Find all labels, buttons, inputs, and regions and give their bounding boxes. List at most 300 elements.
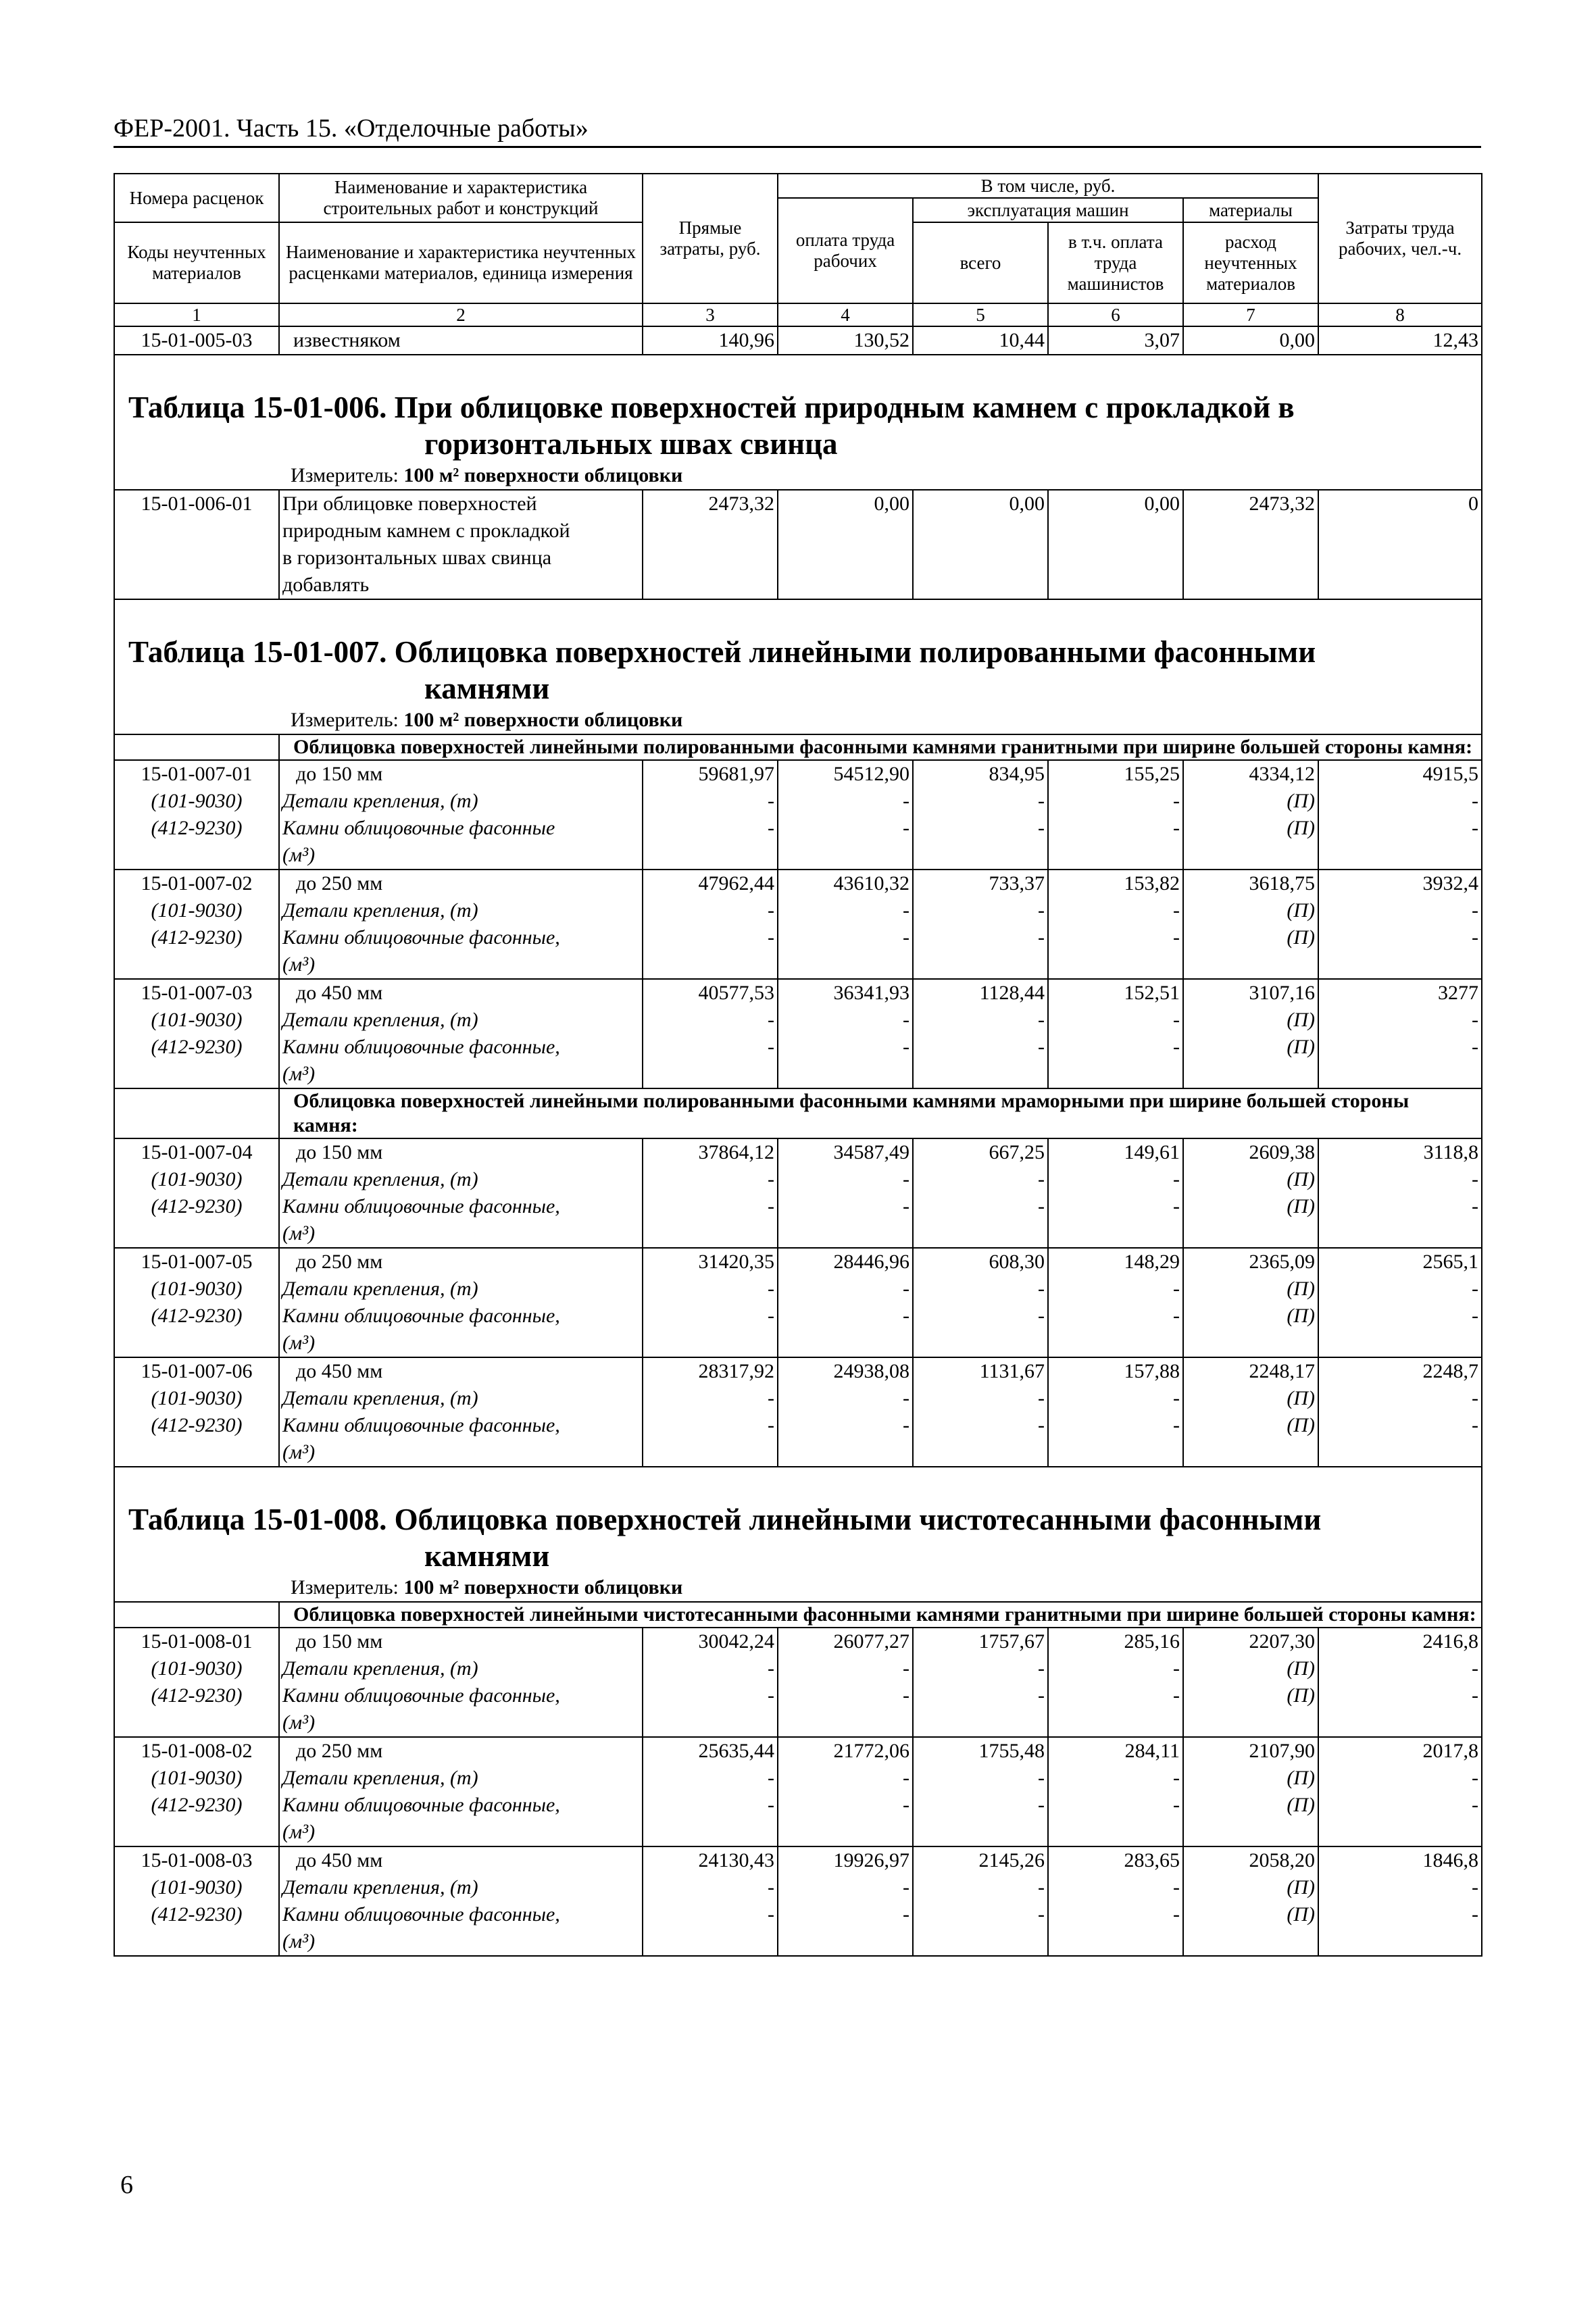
material-marker: (П) (1287, 1794, 1316, 1816)
material-marker: (П) (1287, 1767, 1316, 1789)
value-cell (1318, 1357, 1482, 1467)
value: 1755,48 (978, 1740, 1045, 1762)
material-marker: (П) (1287, 817, 1316, 839)
material-name: Детали крепления, (т) (282, 1767, 478, 1789)
material-unit: (м³) (282, 1441, 316, 1463)
col-mach-total: всего (913, 222, 1048, 303)
value: 2058,20 (1249, 1849, 1316, 1871)
value-cell: 140,96 (643, 326, 778, 355)
value: 47962,44 (698, 872, 774, 895)
value-cell: 2473,32 (1183, 490, 1318, 599)
dash: - (1173, 1009, 1180, 1031)
dash: - (1038, 1794, 1045, 1816)
dash: - (768, 790, 774, 812)
material-name: Детали крепления, (т) (282, 899, 478, 922)
value-cell (643, 979, 778, 1088)
material-code: (101-9030) (151, 1009, 243, 1031)
value-cell (643, 1248, 778, 1357)
dash: - (903, 1168, 909, 1190)
dash: - (1038, 1168, 1045, 1190)
rate-code: 15-01-005-03 (114, 326, 279, 355)
dash: - (1472, 817, 1479, 839)
rate-name-cell (279, 1628, 643, 1737)
material-marker: (П) (1287, 1278, 1316, 1300)
value-cell (778, 760, 913, 870)
material-code: (412-9230) (151, 1305, 243, 1327)
value-cell (643, 1357, 778, 1467)
dash: - (768, 1414, 774, 1436)
table-row (114, 1737, 1482, 1846)
subsection-heading: Облицовка поверхностей линейными чистотесанными фасонными камнями гранитными при ширине большей стороны камня: (279, 1602, 1482, 1628)
col-direct: Прямые затраты, руб. (643, 174, 778, 303)
dash: - (903, 1036, 909, 1058)
value: 285,16 (1124, 1630, 1180, 1653)
dash: - (1472, 899, 1479, 922)
table-row (114, 1357, 1482, 1467)
value: 2207,30 (1249, 1630, 1316, 1653)
value: 1128,44 (979, 982, 1045, 1004)
material-name: Детали крепления, (т) (282, 1657, 478, 1680)
rate-name: до 250 мм (296, 1740, 383, 1762)
value: 2248,17 (1249, 1360, 1316, 1382)
dash: - (1472, 1168, 1479, 1190)
col-machines: эксплуатация машин (913, 198, 1183, 222)
dash: - (768, 1036, 774, 1058)
dash: - (1472, 1684, 1479, 1707)
value: 667,25 (989, 1141, 1045, 1163)
col-mat-usage: расход неучтенных материалов (1183, 222, 1318, 303)
rate-name-cell (279, 1737, 643, 1846)
material-name: Детали крепления, (т) (282, 1278, 478, 1300)
material-code: (101-9030) (151, 1767, 243, 1789)
table-row (114, 326, 1482, 355)
value: 54512,90 (833, 763, 909, 785)
dash: - (1173, 1305, 1180, 1327)
value: 3932,4 (1422, 872, 1479, 895)
material-marker: (П) (1287, 790, 1316, 812)
value-cell (913, 979, 1048, 1088)
rate-name: до 450 мм (296, 982, 383, 1004)
material-code: (412-9230) (151, 1794, 243, 1816)
value: 3118,8 (1423, 1141, 1479, 1163)
value: 2107,90 (1249, 1740, 1316, 1762)
dash: - (1472, 1767, 1479, 1789)
material-marker: (П) (1287, 1657, 1316, 1680)
dash: - (768, 1684, 774, 1707)
value-cell (913, 1248, 1048, 1357)
value: 733,37 (989, 872, 1045, 895)
material-marker: (П) (1287, 1876, 1316, 1898)
table-row (114, 760, 1482, 870)
value: 30042,24 (698, 1630, 774, 1653)
rate-code-cell (114, 760, 279, 870)
rate-name-cell (279, 1357, 643, 1467)
material-marker: (П) (1287, 1387, 1316, 1409)
value: 36341,93 (833, 982, 909, 1004)
col-num: 8 (1318, 303, 1482, 326)
dash: - (1173, 1657, 1180, 1680)
value: 148,29 (1124, 1251, 1180, 1273)
material-code: (412-9230) (151, 1414, 243, 1436)
dash: - (1173, 790, 1180, 812)
value-cell (1048, 760, 1183, 870)
value-cell: 2473,32 (643, 490, 778, 599)
rate-name-cell (279, 870, 643, 979)
value-cell (1183, 870, 1318, 979)
dash: - (768, 1168, 774, 1190)
table-row (114, 490, 1482, 599)
dash: - (1173, 1168, 1180, 1190)
col-num: 7 (1183, 303, 1318, 326)
material-code: (412-9230) (151, 1195, 243, 1217)
dash: - (1173, 1876, 1180, 1898)
dash: - (1038, 1278, 1045, 1300)
material-marker: (П) (1287, 1009, 1316, 1031)
value-cell (643, 1737, 778, 1846)
material-code: (101-9030) (151, 1876, 243, 1898)
material-name: Камни облицовочные фасонные, (282, 1036, 560, 1058)
dash: - (1038, 1903, 1045, 1926)
material-marker: (П) (1287, 1195, 1316, 1217)
rate-name: до 250 мм (296, 872, 383, 895)
dash: - (1038, 817, 1045, 839)
dash: - (903, 899, 909, 922)
dash: - (768, 1876, 774, 1898)
dash: - (1038, 1414, 1045, 1436)
value-cell: 10,44 (913, 326, 1048, 355)
dash: - (1038, 899, 1045, 922)
material-name: Камни облицовочные фасонные, (282, 1305, 560, 1327)
dash: - (768, 1903, 774, 1926)
value: 21772,06 (833, 1740, 909, 1762)
col-code-bottom: Коды неучтенных материалов (114, 222, 279, 303)
value-cell (1048, 1737, 1183, 1846)
dash: - (903, 1195, 909, 1217)
measure-line: Измеритель: 100 м² поверхности облицовки (114, 707, 1482, 734)
dash: - (768, 1009, 774, 1031)
dash: - (903, 817, 909, 839)
value-cell (1183, 1628, 1318, 1737)
dash: - (903, 1794, 909, 1816)
dash: - (1173, 1278, 1180, 1300)
value-cell: 3,07 (1048, 326, 1183, 355)
value: 24938,08 (833, 1360, 909, 1382)
dash: - (768, 1794, 774, 1816)
material-unit: (м³) (282, 844, 316, 866)
col-mach-incl: в т.ч. оплата труда машинистов (1048, 222, 1183, 303)
material-code: (101-9030) (151, 1168, 243, 1190)
dash: - (768, 899, 774, 922)
value-cell (913, 1357, 1048, 1467)
value: 2565,1 (1422, 1251, 1479, 1273)
material-unit: (м³) (282, 1332, 316, 1354)
value: 40577,53 (698, 982, 774, 1004)
col-name-bottom: Наименование и характеристика неучтенных расценками материалов, единица измерения (279, 222, 643, 303)
dash: - (1038, 1657, 1045, 1680)
value-cell: 130,52 (778, 326, 913, 355)
value-cell (1318, 1846, 1482, 1956)
rates-table (114, 173, 1482, 1957)
value-cell (913, 1138, 1048, 1248)
value-cell (1183, 1846, 1318, 1956)
header-rule (114, 146, 1481, 148)
table-row (114, 979, 1482, 1088)
value: 3107,16 (1249, 982, 1316, 1004)
rate-code-cell (114, 979, 279, 1088)
rate-code-cell (114, 1248, 279, 1357)
rate-code: 15-01-007-06 (141, 1360, 253, 1382)
value: 834,95 (989, 763, 1045, 785)
value: 26077,27 (833, 1630, 909, 1653)
value-cell (1183, 760, 1318, 870)
material-code: (101-9030) (151, 1657, 243, 1680)
dash: - (1173, 1387, 1180, 1409)
rate-name-cell (279, 1248, 643, 1357)
dash: - (1038, 1036, 1045, 1058)
dash: - (1173, 1195, 1180, 1217)
value-cell (1318, 1737, 1482, 1846)
dash: - (903, 1657, 909, 1680)
value: 37864,12 (698, 1141, 774, 1163)
material-unit: (м³) (282, 1063, 316, 1085)
rate-code-cell (114, 1138, 279, 1248)
value: 3618,75 (1249, 872, 1316, 895)
value: 1757,67 (978, 1630, 1045, 1653)
dash: - (1173, 1414, 1180, 1436)
dash: - (1472, 1036, 1479, 1058)
rate-name: известняком (279, 326, 643, 355)
rate-code: 15-01-007-02 (141, 872, 253, 895)
value-cell (1183, 1357, 1318, 1467)
value: 283,65 (1124, 1849, 1180, 1871)
value: 2145,26 (978, 1849, 1045, 1871)
rate-name-cell (279, 979, 643, 1088)
value: 24130,43 (698, 1849, 774, 1871)
rate-code: 15-01-007-04 (141, 1141, 253, 1163)
dash: - (903, 1903, 909, 1926)
dash: - (1472, 1387, 1479, 1409)
material-name: Камни облицовочные фасонные, (282, 1684, 560, 1707)
dash: - (1472, 790, 1479, 812)
dash: - (1038, 1009, 1045, 1031)
value: 149,61 (1124, 1141, 1180, 1163)
rate-code: 15-01-008-01 (141, 1630, 253, 1653)
value-cell (1183, 1737, 1318, 1846)
value: 31420,35 (698, 1251, 774, 1273)
material-marker: (П) (1287, 1684, 1316, 1707)
col-code-top: Номера расценок (114, 174, 279, 222)
material-code: (412-9230) (151, 1036, 243, 1058)
value-cell (1318, 760, 1482, 870)
value-cell: 12,43 (1318, 326, 1482, 355)
dash: - (903, 1009, 909, 1031)
table-row (114, 1846, 1482, 1956)
value-cell (778, 1248, 913, 1357)
value-cell (1048, 1628, 1183, 1737)
dash: - (1173, 817, 1180, 839)
dash: - (903, 1876, 909, 1898)
measure-line: Измеритель: 100 м² поверхности облицовки (114, 462, 1482, 490)
value-cell: 0,00 (913, 490, 1048, 599)
material-name: Камни облицовочные фасонные, (282, 926, 560, 949)
rate-name: до 150 мм (296, 1630, 383, 1653)
value-cell (1318, 979, 1482, 1088)
material-name: Детали крепления, (т) (282, 790, 478, 812)
value: 608,30 (989, 1251, 1045, 1273)
rate-code: 15-01-007-01 (141, 763, 253, 785)
col-materials: материалы (1183, 198, 1318, 222)
dash: - (1038, 926, 1045, 949)
subsection-heading: Облицовка поверхностей линейными полированными фасонными камнями мраморными при ширине большей стороны камня: (279, 1088, 1482, 1138)
value: 1131,67 (979, 1360, 1045, 1382)
material-name: Камни облицовочные фасонные, (282, 1195, 560, 1217)
dash: - (1472, 1305, 1479, 1327)
value-cell (778, 1138, 913, 1248)
rate-name: При облицовке поверхностей природным камнем с прокладкой в горизонтальных швах свинца добавлять (279, 490, 643, 599)
dash: - (768, 1278, 774, 1300)
material-name: Детали крепления, (т) (282, 1009, 478, 1031)
dash: - (1038, 1876, 1045, 1898)
value: 2248,7 (1422, 1360, 1479, 1382)
table-row (114, 1248, 1482, 1357)
dash: - (903, 1305, 909, 1327)
value-cell (643, 1846, 778, 1956)
dash: - (903, 1684, 909, 1707)
rate-name: до 150 мм (296, 763, 383, 785)
table-title: Таблица 15-01-006. При облицовке поверхностей природным камнем с прокладкой в горизонтальных швах свинца (114, 355, 1482, 462)
value-cell (778, 1357, 913, 1467)
value-cell: 0,00 (778, 490, 913, 599)
material-marker: (П) (1287, 899, 1316, 922)
material-marker: (П) (1287, 1903, 1316, 1926)
rate-name-cell (279, 1138, 643, 1248)
value-cell (1318, 870, 1482, 979)
dash: - (1038, 1684, 1045, 1707)
value-cell (913, 760, 1048, 870)
value-cell (643, 870, 778, 979)
dash: - (903, 1767, 909, 1789)
table-row (114, 870, 1482, 979)
dash: - (1173, 1684, 1180, 1707)
col-num: 1 (114, 303, 279, 326)
value: 284,11 (1124, 1740, 1180, 1762)
value-cell (1318, 1628, 1482, 1737)
value-cell (913, 870, 1048, 979)
value: 28317,92 (698, 1360, 774, 1382)
value: 19926,97 (833, 1849, 909, 1871)
col-num: 5 (913, 303, 1048, 326)
dash: - (768, 926, 774, 949)
col-num: 2 (279, 303, 643, 326)
col-incl: В том числе, руб. (778, 174, 1318, 198)
rate-name: до 450 мм (296, 1849, 383, 1871)
material-code: (412-9230) (151, 926, 243, 949)
value-cell (1183, 1248, 1318, 1357)
subsection-heading: Облицовка поверхностей линейными полированными фасонными камнями гранитными при ширине большей стороны камня: (279, 734, 1482, 760)
material-code: (101-9030) (151, 899, 243, 922)
value-cell (778, 1737, 913, 1846)
dash: - (768, 1657, 774, 1680)
dash: - (903, 1278, 909, 1300)
col-labor-pay: оплата труда рабочих (778, 198, 913, 303)
value: 28446,96 (833, 1251, 909, 1273)
material-unit: (м³) (282, 1821, 316, 1843)
col-labor-cost: Затраты труда рабочих, чел.-ч. (1318, 174, 1482, 303)
dash: - (1038, 1387, 1045, 1409)
dash: - (1038, 1195, 1045, 1217)
dash: - (1472, 1903, 1479, 1926)
value-cell (643, 1628, 778, 1737)
value: 4915,5 (1422, 763, 1479, 785)
dash: - (1472, 1414, 1479, 1436)
value: 2365,09 (1249, 1251, 1316, 1273)
dash: - (1038, 1305, 1045, 1327)
col-num: 3 (643, 303, 778, 326)
value: 2609,38 (1249, 1141, 1316, 1163)
dash: - (903, 1387, 909, 1409)
material-unit: (м³) (282, 1711, 316, 1734)
dash: - (1472, 1876, 1479, 1898)
material-name: Камни облицовочные фасонные (282, 817, 555, 839)
value: 1846,8 (1422, 1849, 1479, 1871)
value-cell (1048, 1248, 1183, 1357)
material-code: (101-9030) (151, 790, 243, 812)
dash: - (1173, 899, 1180, 922)
table-title: Таблица 15-01-007. Облицовка поверхностей линейными полированными фасонными камнями (114, 599, 1482, 707)
value-cell (1318, 1248, 1482, 1357)
value-cell (643, 760, 778, 870)
dash: - (1173, 1036, 1180, 1058)
dash: - (1472, 1009, 1479, 1031)
value-cell (778, 1846, 913, 1956)
material-name: Камни облицовочные фасонные, (282, 1794, 560, 1816)
value-cell: 0,00 (1183, 326, 1318, 355)
value-cell (778, 979, 913, 1088)
value-cell (913, 1628, 1048, 1737)
value-cell (1048, 1846, 1183, 1956)
value: 2416,8 (1422, 1630, 1479, 1653)
rate-code: 15-01-006-01 (114, 490, 279, 599)
material-code: (101-9030) (151, 1278, 243, 1300)
material-marker: (П) (1287, 1036, 1316, 1058)
dash: - (1173, 926, 1180, 949)
dash: - (903, 1414, 909, 1436)
rate-name: до 150 мм (296, 1141, 383, 1163)
dash: - (1173, 1767, 1180, 1789)
value-cell (913, 1737, 1048, 1846)
value: 155,25 (1124, 763, 1180, 785)
table-title: Таблица 15-01-008. Облицовка поверхностей линейными чистотесанными фасонными камнями (114, 1467, 1482, 1574)
material-marker: (П) (1287, 926, 1316, 949)
rate-name-cell (279, 760, 643, 870)
value-cell (1048, 1357, 1183, 1467)
dash: - (903, 790, 909, 812)
col-num: 4 (778, 303, 913, 326)
value: 157,88 (1124, 1360, 1180, 1382)
material-code: (412-9230) (151, 1903, 243, 1926)
rate-name-cell (279, 1846, 643, 1956)
material-name: Камни облицовочные фасонные, (282, 1903, 560, 1926)
dash: - (768, 1305, 774, 1327)
value-cell (1048, 870, 1183, 979)
value: 4334,12 (1249, 763, 1316, 785)
value: 59681,97 (698, 763, 774, 785)
material-marker: (П) (1287, 1168, 1316, 1190)
dash: - (768, 1195, 774, 1217)
material-code: (101-9030) (151, 1387, 243, 1409)
dash: - (1472, 926, 1479, 949)
dash: - (768, 1767, 774, 1789)
